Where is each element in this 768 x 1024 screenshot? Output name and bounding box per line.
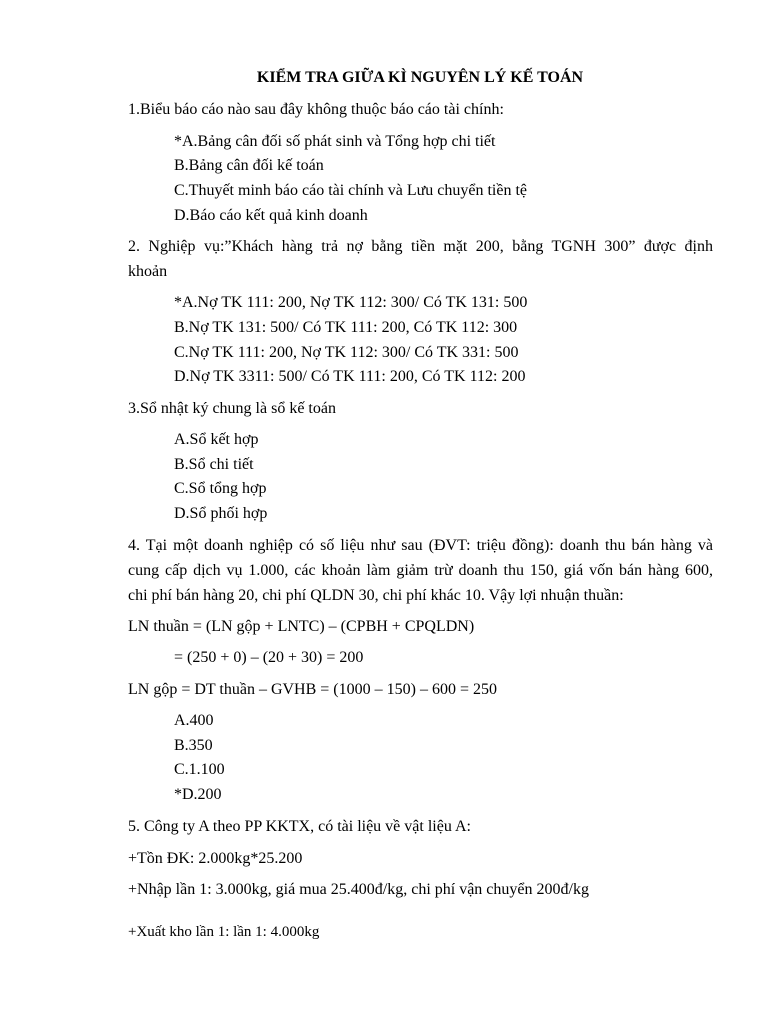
question-4-text-line-3: chi phí bán hàng 20, chi phí QLDN 30, chi phí khác 10. Vậy lợi nhuận thuần: [128, 587, 624, 604]
question-2-option-d: D.Nợ TK 3311: 500/ Có TK 111: 200, Có TK 112: 200 [174, 368, 526, 385]
question-3-option-c: C.Sổ tổng hợp [174, 480, 267, 497]
question-1-option-a: *A.Bảng cân đối số phát sinh và Tổng hợp chi tiết [174, 133, 496, 150]
question-5-text: 5. Công ty A theo PP KKTX, có tài liệu về vật liệu A: [128, 818, 471, 835]
question-1-option-d: D.Báo cáo kết quả kinh doanh [174, 207, 368, 224]
question-3-option-a: A.Sổ kết hợp [174, 431, 259, 448]
question-4-calc-line-2: = (250 + 0) – (20 + 30) = 200 [174, 649, 364, 666]
question-4-option-c: C.1.100 [174, 761, 225, 778]
question-1-option-b: B.Bảng cân đối kế toán [174, 157, 324, 174]
question-5-line-1: +Tồn ĐK: 2.000kg*25.200 [128, 850, 303, 867]
question-5-line-2: +Nhập lần 1: 3.000kg, giá mua 25.400đ/kg, chi phí vận chuyển 200đ/kg [128, 881, 589, 898]
question-3-option-b: B.Sổ chi tiết [174, 456, 254, 473]
question-2-option-a: *A.Nợ TK 111: 200, Nợ TK 112: 300/ Có TK 131: 500 [174, 294, 528, 311]
question-4-text-line-1: 4. Tại một doanh nghiệp có số liệu như sau (ĐVT: triệu đồng): doanh thu bán hàng và [128, 537, 713, 554]
question-3-option-d: D.Sổ phối hợp [174, 505, 268, 522]
question-5-line-3: +Xuất kho lần 1: lần 1: 4.000kg [128, 924, 320, 940]
question-2-option-b: B.Nợ TK 131: 500/ Có TK 111: 200, Có TK 112: 300 [174, 319, 518, 336]
question-4-option-b: B.350 [174, 737, 213, 754]
question-1-option-c: C.Thuyết minh báo cáo tài chính và Lưu chuyển tiền tệ [174, 182, 528, 199]
document-title: KIỂM TRA GIỮA KÌ NGUYÊN LÝ KẾ TOÁN [256, 69, 584, 86]
question-2-option-c: C.Nợ TK 111: 200, Nợ TK 112: 300/ Có TK 331: 500 [174, 344, 519, 361]
question-4-option-a: A.400 [174, 712, 214, 729]
question-4-calc-line-3: LN gộp = DT thuần – GVHB = (1000 – 150) – 600 = 250 [128, 681, 497, 698]
question-4-option-d: *D.200 [174, 786, 222, 803]
question-2-text-line-1: 2. Nghiệp vụ:”Khách hàng trả nợ bằng tiền mặt 200, bằng TGNH 300” được định [128, 238, 713, 255]
question-1-text: 1.Biểu báo cáo nào sau đây không thuộc báo cáo tài chính: [128, 101, 504, 118]
question-2-text-line-2: khoản [128, 263, 168, 280]
question-4-calc-line-1: LN thuần = (LN gộp + LNTC) – (CPBH + CPQLDN) [128, 618, 475, 635]
question-3-text: 3.Sổ nhật ký chung là sổ kế toán [128, 400, 336, 417]
question-4-text-line-2: cung cấp dịch vụ 1.000, các khoản làm giảm trừ doanh thu 150, giá vốn bán hàng 600, [128, 562, 713, 579]
